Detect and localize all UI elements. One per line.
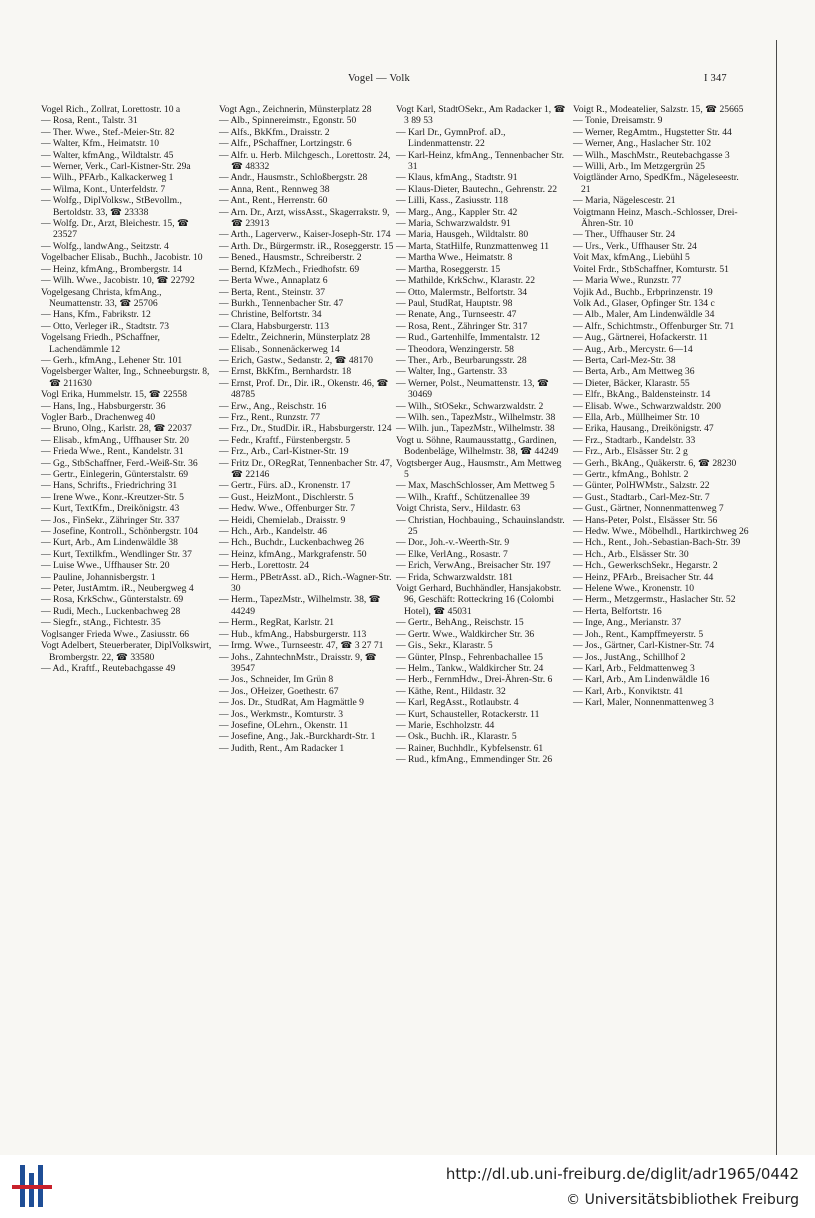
directory-entry: — Ther. Wwe., Stef.-Meier-Str. 82 (41, 126, 175, 138)
directory-entry: — Heinz, kfmAng., Brombergstr. 14 (41, 263, 183, 275)
directory-entry: — Hch., Rent., Joh.-Sebastian-Bach-Str. 39 (573, 537, 741, 549)
directory-entry: — Hans, Schrifts., Friedrichring 31 (41, 480, 178, 492)
directory-entry: — Siegfr., stAng., Fichtestr. 35 (41, 617, 161, 629)
directory-entry: — Theodora, Wenzingerstr. 58 (396, 343, 514, 355)
directory-entry: — Berta, Rent., Steinstr. 37 (219, 286, 326, 298)
directory-entry: Vogt Adelbert, Steuerberater, DiplVolkswirt, Brombergstr. 22, ☎ 33580 (41, 640, 212, 663)
directory-entry: — Werner, Verk., Carl-Kistner-Str. 29a (41, 161, 191, 173)
directory-entry: — Gg., StbSchaffner, Ferd.-Weiß-Str. 36 (41, 457, 198, 469)
running-head-title: Vogel — Volk (348, 73, 410, 84)
directory-entry: — Gust., Gärtner, Nonnenmattenweg 7 (573, 503, 724, 515)
directory-entry: — Hans-Peter, Polst., Elsässer Str. 56 (573, 514, 718, 526)
directory-entry: — Inge, Ang., Merianstr. 37 (573, 617, 682, 629)
directory-entry: — Tonie, Dreisamstr. 9 (573, 115, 663, 127)
directory-entry: Voigtmann Heinz, Masch.-Schlosser, Drei-Ähren-Str. 10 (573, 206, 738, 230)
directory-entry: — Wilh. jun., TapezMstr., Wilhelmstr. 38 (396, 423, 555, 435)
directory-entry: — Wilh., MaschMstr., Reutebachgasse 3 (573, 149, 730, 161)
directory-column-4 (573, 104, 749, 709)
directory-entry: — Ad., Kraftf., Reutebachgasse 49 (41, 662, 176, 674)
directory-entry: — Frz., Stadtarb., Kandelstr. 33 (573, 434, 696, 446)
directory-entry: — Gertr. Wwe., Waldkircher Str. 36 (396, 628, 535, 640)
directory-entry: — Urs., Verk., Uffhauser Str. 24 (573, 240, 697, 252)
directory-entry: — Jos. Dr., StudRat, Am Hagmättle 9 (219, 697, 364, 709)
directory-entry: Volk Ad., Glaser, Opfinger Str. 134 c (573, 297, 715, 309)
directory-entry: — Alfr. u. Herb. Milchgesch., Lorettostr. 24, ☎ 48332 (219, 149, 391, 173)
directory-entry: — Willi, Arb., Im Metzgergrün 25 (573, 161, 705, 173)
directory-entry: — Aug., Arb., Mercystr. 6—14 (573, 343, 693, 355)
directory-entry: — Christine, Belfortstr. 34 (219, 309, 322, 321)
directory-entry: — Frida, Schwarzwaldstr. 181 (396, 571, 513, 583)
directory-entry: Vogelsang Friedh., PSchaffner, Lachendämmle 12 (41, 332, 160, 355)
directory-entry: — Jos., OHeizer, Goethestr. 67 (219, 685, 339, 697)
directory-entry: Vogelbacher Elisab., Buchh., Jacobistr. 10 (41, 252, 203, 264)
directory-entry: — Alb., Spinnereimstr., Egonstr. 50 (219, 115, 357, 127)
directory-entry: — Marie, Eschholzstr. 44 (396, 719, 495, 731)
directory-entry: — Hch., GewerkschSekr., Hegarstr. 2 (573, 560, 718, 572)
directory-entry: Voglsanger Frieda Wwe., Zasiusstr. 66 (41, 628, 190, 640)
directory-entry: — Bened., Hausmstr., Schreiberstr. 2 (219, 252, 362, 264)
directory-entry: — Johs., ZahntechnMstr., Draisstr. 9, ☎ 39547 (219, 651, 377, 674)
directory-entry: — Hedw. Wwe., Offenburger Str. 7 (219, 503, 356, 515)
directory-entry: — Martha, Roseggerstr. 15 (396, 263, 501, 275)
directory-entry: — Hub., kfmAng., Habsburgerstr. 113 (219, 628, 367, 640)
viewer-footer (0, 1155, 815, 1218)
directory-column-3 (396, 104, 568, 766)
page-edge-line (776, 40, 777, 1155)
directory-entry: — Hans, Kfm., Fabrikstr. 12 (41, 309, 151, 321)
directory-entry: — Frz., Arb., Carl-Kistner-Str. 19 (219, 446, 349, 458)
directory-entry: Vogl Erika, Hummelstr. 15, ☎ 22558 (41, 389, 188, 401)
directory-entry: — Dor., Joh.-v.-Weerth-Str. 9 (396, 537, 510, 549)
directory-entry: — Werner, Ang., Haslacher Str. 102 (573, 138, 712, 150)
directory-entry: — Wilh. sen., TapezMstr., Wilhelmstr. 38 (396, 411, 556, 423)
directory-entry: — Alb., Maler, Am Lindenwäldle 34 (573, 309, 715, 321)
directory-entry: — Karl, RegAsst., Rotlaubstr. 4 (396, 697, 519, 709)
directory-entry: — Karl, Arb., Feldmattenweg 3 (573, 662, 695, 674)
directory-entry: — Renate, Ang., Turnseestr. 47 (396, 309, 517, 321)
directory-entry: — Clara, Habsburgerstr. 113 (219, 320, 330, 332)
directory-entry: — Klaus, kfmAng., Stadtstr. 91 (396, 172, 518, 184)
directory-entry: — Alfr., Schichtmstr., Offenburger Str. 71 (573, 320, 735, 332)
directory-entry: — Erich, Gastw., Sedanstr. 2, ☎ 48170 (219, 354, 373, 366)
directory-entry: Vogtsberger Aug., Hausmstr., Am Mettweg 5 (396, 457, 562, 480)
directory-entry: — Günter, PInsp., Fehrenbachallee 15 (396, 651, 543, 663)
directory-entry: — Arth. Dr., Bürgermstr. iR., Roseggerstr. 15 (219, 240, 394, 252)
directory-entry: — Otto, Verleger iR., Stadtstr. 73 (41, 320, 169, 332)
directory-entry: — Edeltr., Zeichnerin, Münsterplatz 28 (219, 332, 371, 344)
directory-entry: Vogelgesang Christa, kfmAng., Neumattenstr. 33, ☎ 25706 (41, 286, 162, 309)
directory-entry: — Elisab. Wwe., Schwarzwaldstr. 200 (573, 400, 721, 412)
directory-entry: — Gertr., Fürs. aD., Kronenstr. 17 (219, 480, 351, 492)
directory-entry: — Erika, Hausang., Dreikönigstr. 47 (573, 423, 714, 435)
directory-entry: — Herb., FernmHdw., Drei-Ähren-Str. 6 (396, 674, 553, 686)
directory-entry: — Marta, StatHilfe, Runzmattenweg 11 (396, 240, 550, 252)
directory-entry: — Jos., FinSekr., Zähringer Str. 337 (41, 514, 180, 526)
directory-entry: — Karl Dr., GymnProf. aD., Lindenmattenstr. 22 (396, 126, 506, 150)
directory-entry: — Bernd, KfzMech., Friedhofstr. 69 (219, 263, 360, 275)
directory-entry: — Walter, kfmAng., Wildtalstr. 45 (41, 149, 174, 161)
directory-entry: — Gertr., kfmAng., Bohlstr. 2 (573, 469, 689, 480)
directory-entry: — Rainer, Buchhdlr., Kybfelsenstr. 61 (396, 742, 544, 754)
directory-entry: Voit Max, kfmAng., Liebühl 5 (573, 252, 690, 264)
directory-entry: — Rosa, Rent., Zähringer Str. 317 (396, 320, 528, 332)
directory-entry: — Jos., Werkmstr., Komturstr. 3 (219, 708, 344, 720)
directory-entry: — Berta, Carl-Mez-Str. 38 (573, 354, 676, 366)
directory-entry: — Jos., Gärtner, Carl-Kistner-Str. 74 (573, 640, 715, 652)
directory-entry: — Wolfg. Dr., Arzt, Bleichestr. 15, ☎ 23527 (41, 218, 189, 241)
directory-entry: — Klaus-Dieter, Bautechn., Gehrenstr. 22 (396, 183, 558, 195)
directory-entry: Vogt u. Söhne, Raumausstattg., Gardinen, Bodenbeläge, Wilhelmstr. 38, ☎ 44249 (396, 434, 559, 458)
directory-entry: — Wilh., Kraftf., Schützenallee 39 (396, 491, 530, 503)
directory-entry: — Judith, Rent., Am Radacker 1 (219, 742, 345, 754)
directory-entry: — Maria Wwe., Runzstr. 77 (573, 275, 682, 287)
directory-entry: — Burkh., Tennenbacher Str. 47 (219, 297, 344, 309)
directory-entry: — Karl, Arb., Am Lindenwäldle 16 (573, 674, 710, 686)
directory-entry: — Karl, Arb., Konviktstr. 41 (573, 685, 684, 697)
directory-entry: Voigt Gerhard, Buchhändler, Hansjakobstr. 96, Geschäft: Rotteckring 16 (Colombi Hotel), ☎ 45031 (396, 583, 562, 617)
directory-entry: — Lilli, Kass., Zasiusstr. 118 (396, 195, 509, 207)
directory-entry: — Herm., PBetrAsst. aD., Rich.-Wagner-Str. 30 (219, 571, 392, 595)
directory-entry: — Hch., Arb., Elsässer Str. 30 (573, 548, 689, 560)
directory-entry: — Wolfg., DiplVolksw., StBevollm., Bertoldstr. 33, ☎ 23338 (41, 195, 182, 218)
directory-entry: — Elfr., BkAng., Baldensteinstr. 14 (573, 389, 711, 401)
directory-entry: — Ther., Arb., Beurbarungsstr. 28 (396, 354, 527, 366)
directory-entry: Voigt Christa, Serv., Hildastr. 63 (396, 503, 521, 515)
directory-entry: — Kurt, Arb., Am Lindenwäldle 38 (41, 537, 178, 549)
directory-entry: — Arn. Dr., Arzt, wissAsst., Skagerrakstr. 9, ☎ 23913 (219, 206, 390, 230)
directory-entry: — Gust., HeizMont., Dischlerstr. 5 (219, 491, 354, 503)
directory-entry: — Dieter, Bäcker, Klarastr. 55 (573, 377, 690, 389)
directory-entry: Vojik Ad., Buchb., Erbprinzenstr. 19 (573, 286, 713, 298)
directory-entry: — Martha Wwe., Heimatstr. 8 (396, 252, 513, 264)
directory-entry: — Herm., RegRat, Karlstr. 21 (219, 617, 335, 629)
directory-entry: — Herb., Lorettostr. 24 (219, 560, 310, 572)
directory-entry: Vogel Rich., Zollrat, Lorettostr. 10 a (41, 104, 181, 115)
directory-column-1 (41, 104, 213, 674)
directory-entry: — Rosa, KrkSchw., Günterstalstr. 69 (41, 594, 184, 606)
directory-entry: — Aug., Gärtnerei, Hofackerstr. 11 (573, 332, 708, 344)
directory-entry: — Josefine, Kontroll., Schönbergstr. 104 (41, 526, 199, 538)
directory-entry: — Wilma, Kont., Unterfeldstr. 7 (41, 183, 166, 195)
directory-entry: Voigtländer Arno, SpedKfm., Nägeleseestr. 21 (573, 172, 739, 195)
directory-entry: — Gis., Sekr., Klarastr. 5 (396, 640, 493, 652)
directory-entry: — Jos., Schneider, Im Grün 8 (219, 674, 334, 686)
directory-entry: — Frieda Wwe., Rent., Kandelstr. 31 (41, 446, 184, 458)
directory-entry: — Herm., TapezMstr., Wilhelmstr. 38, ☎ 44249 (219, 594, 381, 617)
directory-entry: — Jos., JustAng., Schillhof 2 (573, 651, 686, 663)
directory-entry: — Hans, Ing., Habsburgerstr. 36 (41, 400, 166, 412)
directory-entry: — Hch., Arb., Kandelstr. 46 (219, 526, 327, 538)
directory-entry: — Werner, Polst., Neumattenstr. 13, ☎ 30469 (396, 377, 549, 401)
directory-entry: — Käthe, Rent., Hildastr. 32 (396, 685, 506, 697)
directory-entry: — Herm., Metzgermstr., Haslacher Str. 52 (573, 594, 736, 606)
directory-entry: — Gust., Stadtarb., Carl-Mez-Str. 7 (573, 491, 710, 503)
directory-entry: — Hch., Buchdr., Luckenbachweg 26 (219, 537, 364, 549)
directory-entry: — Anna, Rent., Rennweg 38 (219, 183, 330, 195)
directory-entry: — Frz., Arb., Elsässer Str. 2 g (573, 446, 688, 458)
page-number: I 347 (704, 73, 727, 84)
directory-entry: — Paul, StudRat, Hauptstr. 98 (396, 297, 513, 309)
directory-entry: — Maria, Schwarzwaldstr. 91 (396, 218, 511, 230)
directory-column-2 (219, 104, 395, 754)
directory-entry: — Rudi, Mech., Luckenbachweg 28 (41, 605, 181, 617)
directory-entry: — Heidi, Chemielab., Draisstr. 9 (219, 514, 346, 526)
directory-entry: — Irene Wwe., Konr.-Kreutzer-Str. 5 (41, 491, 184, 503)
directory-entry: — Marg., Ang., Kappler Str. 42 (396, 206, 518, 218)
directory-entry: — Ella, Arb., Müllheimer Str. 10 (573, 411, 700, 423)
directory-entry: — Kurt, TextKfm., Dreikönigstr. 43 (41, 503, 180, 515)
directory-entry: — Kurt, Textilkfm., Wendlinger Str. 37 (41, 548, 192, 560)
directory-entry: — Günter, PolHWMstr., Salzstr. 22 (573, 480, 710, 492)
directory-entry: Vogler Barb., Drachenweg 40 (41, 411, 156, 423)
directory-entry: — Walter, Kfm., Heimatstr. 10 (41, 138, 160, 150)
directory-entry: — Alfs., BkKfm., Draisstr. 2 (219, 126, 330, 138)
directory-entry: — Fedr., Kraftf., Fürstenbergstr. 5 (219, 434, 351, 446)
directory-entry: — Mathilde, KrkSchw., Klarastr. 22 (396, 275, 535, 287)
directory-entry: — Heinz, PFArb., Breisacher Str. 44 (573, 571, 714, 583)
directory-entry: — Osk., Buchh. iR., Klarastr. 5 (396, 731, 517, 743)
directory-entry: Voitel Frdr., StbSchaffner, Komturstr. 51 (573, 263, 729, 275)
directory-entry: — Heinz, kfmAng., Markgrafenstr. 50 (219, 548, 367, 560)
directory-entry: Voigt R., Modeatelier, Salzstr. 15, ☎ 25665 (573, 104, 744, 115)
directory-entry: — Wilh., StOSekr., Schwarzwaldstr. 2 (396, 400, 544, 412)
directory-entry: — Joh., Rent., Kampffmeyerstr. 5 (573, 628, 704, 640)
directory-entry: — Gerh., BkAng., Quäkerstr. 6, ☎ 28230 (573, 457, 737, 469)
directory-entry: — Christian, Hochbauing., Schauinslandstr. 25 (396, 514, 565, 538)
directory-entry: — Berta Wwe., Annaplatz 6 (219, 275, 328, 287)
directory-entry: — Rud., kfmAng., Emmendinger Str. 26 (396, 754, 553, 766)
directory-entry: — Elke, VerlAng., Rosastr. 7 (396, 548, 508, 560)
directory-entry: — Gertr., BehAng., Reischstr. 15 (396, 617, 524, 629)
copyright-notice: © Universitätsbibliothek Freiburg (566, 1192, 799, 1208)
directory-entry: — Ther., Uffhauser Str. 24 (573, 229, 676, 241)
directory-entry: — Hedw. Wwe., Möbelhdl., Hartkirchweg 26 (573, 526, 749, 538)
directory-entry: — Gertr., Einlegerin, Günterstalstr. 69 (41, 469, 189, 480)
directory-entry: — Frz., Rent., Runzstr. 77 (219, 411, 320, 423)
directory-entry: — Helene Wwe., Kronenstr. 10 (573, 583, 695, 595)
directory-entry: — Elisab., kfmAng., Uffhauser Str. 20 (41, 434, 189, 446)
directory-entry: — Arth., Lagerverw., Kaiser-Joseph-Str. 174 (219, 229, 391, 241)
directory-entry: Vogelsberger Walter, Ing., Schneeburgstr. 8, ☎ 211630 (41, 366, 210, 389)
directory-entry: — Bruno, Olng., Karlstr. 28, ☎ 22037 (41, 423, 192, 435)
directory-entry: — Kurt, Schausteller, Rotackerstr. 11 (396, 708, 540, 720)
directory-entry: — Erich, VerwAng., Breisacher Str. 197 (396, 560, 551, 572)
directory-entry: — Wolfg., landwAng., Seitzstr. 4 (41, 240, 169, 252)
directory-entry: — Elisab., Sonnenäckerweg 14 (219, 343, 340, 355)
directory-entry: — Alfr., PSchaffner, Lortzingstr. 6 (219, 138, 352, 150)
directory-entry: — Josefine, Ang., Jak.-Burckhardt-Str. 1 (219, 731, 376, 743)
directory-entry: Vogt Karl, StadtOSekr., Am Radacker 1, ☎ 3 89 53 (396, 104, 566, 127)
directory-entry: — Gerh., kfmAng., Lehener Str. 101 (41, 354, 183, 366)
directory-entry: — Pauline, Johannisbergstr. 1 (41, 571, 156, 583)
directory-entry: — Andr., Hausmstr., Schloßbergstr. 28 (219, 172, 368, 184)
directory-entry: — Karl-Heinz, kfmAng., Tennenbacher Str. 31 (396, 149, 565, 173)
directory-entry: — Max, MaschSchlosser, Am Mettweg 5 (396, 480, 555, 492)
directory-entry: — Herta, Belfortstr. 16 (573, 605, 662, 617)
directory-entry: — Werner, RegAmtm., Hugstetter Str. 44 (573, 126, 732, 138)
directory-entry: — Luise Wwe., Uffhauser Str. 20 (41, 560, 170, 572)
directory-entry: — Maria, Nägelescestr. 21 (573, 195, 676, 207)
source-url-link[interactable]: http://dl.ub.uni-freiburg.de/diglit/adr1965/0442 (445, 1165, 799, 1183)
directory-entry: — Karl, Maler, Nonnenmattenweg 3 (573, 697, 714, 709)
directory-entry: — Ant., Rent., Herrenstr. 60 (219, 195, 328, 207)
directory-entry: — Rud., Gartenhilfe, Immentalstr. 12 (396, 332, 540, 344)
directory-entry: — Berta, Arb., Am Mettweg 36 (573, 366, 695, 378)
directory-entry: — Walter, Ing., Gartenstr. 33 (396, 366, 508, 378)
directory-entry: — Ernst, BkKfm., Bernhardstr. 18 (219, 366, 352, 378)
directory-entry: — Ernst, Prof. Dr., Dir. iR., Okenstr. 46, ☎ 48785 (219, 377, 389, 401)
directory-entry: — Peter, JustAmtm. iR., Neubergweg 4 (41, 583, 194, 595)
directory-entry: — Fritz Dr., ORegRat, Tennenbacher Str. 47, ☎ 22146 (219, 457, 393, 480)
directory-entry: — Helm., Tankw., Waldkircher Str. 24 (396, 662, 544, 674)
directory-entry: — Frz., Dr., StudDir. iR., Habsburgerstr. 124 (219, 423, 392, 435)
directory-entry: Vogt Agn., Zeichnerin, Münsterplatz 28 (219, 104, 372, 115)
ub-freiburg-logo-icon (10, 1163, 54, 1209)
directory-entry: — Rosa, Rent., Talstr. 31 (41, 115, 138, 127)
directory-entry: — Josefine, OLehrn., Okenstr. 11 (219, 719, 349, 731)
directory-entry: — Irmg. Wwe., Turnseestr. 47, ☎ 3 27 71 (219, 640, 384, 652)
directory-entry: — Erw., Ang., Reischstr. 16 (219, 400, 327, 412)
directory-entry: — Wilh. Wwe., Jacobistr. 10, ☎ 22792 (41, 275, 195, 287)
directory-entry: — Maria, Hausgeh., Wildtalstr. 80 (396, 229, 529, 241)
directory-entry: — Otto, Malermstr., Belfortstr. 34 (396, 286, 528, 298)
directory-entry: — Wilh., PFArb., Kalkackerweg 1 (41, 172, 174, 184)
